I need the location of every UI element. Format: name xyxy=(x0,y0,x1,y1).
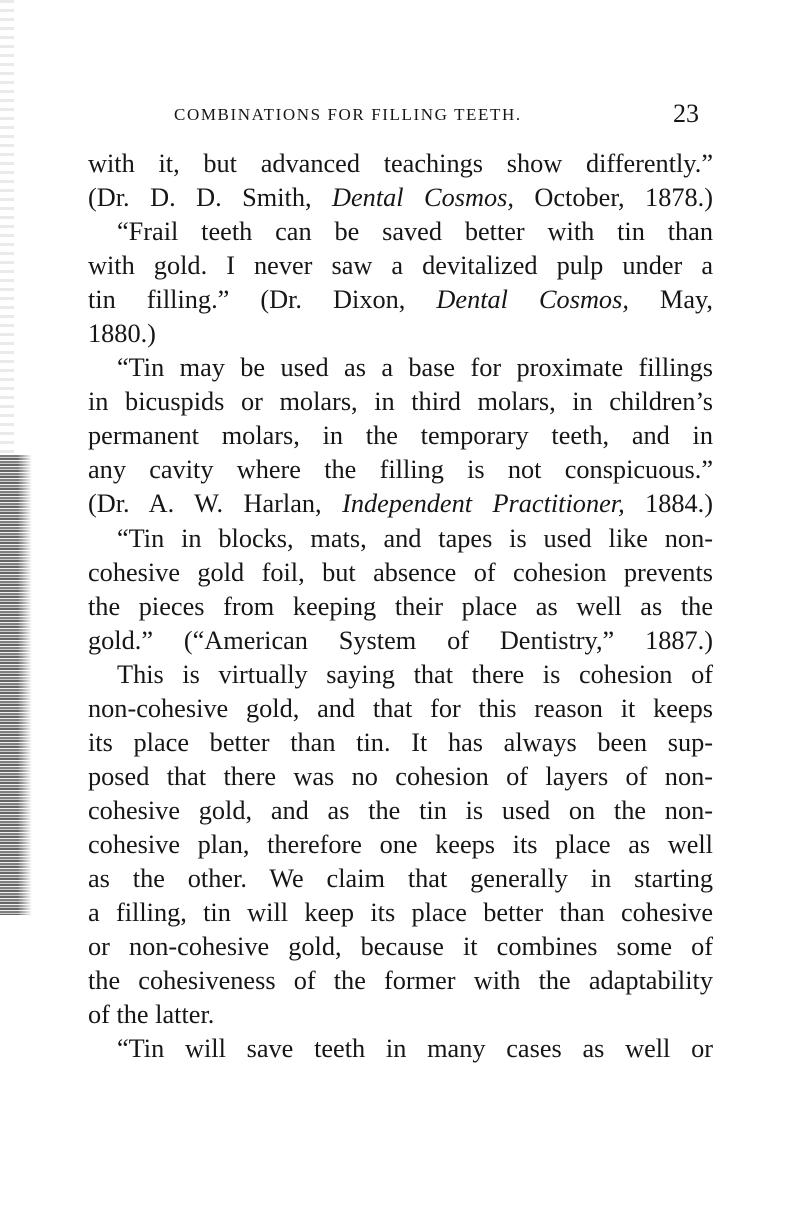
text-segment: “Tin in blocks, mats, and tapes is used like non- xyxy=(117,523,713,553)
text-segment: gold.” (“American System of Dentistry,” 1887.) xyxy=(88,625,713,655)
text-segment: “Frail teeth can be saved better with tin than xyxy=(117,217,713,247)
text-segment: 1884.) xyxy=(624,489,714,519)
text-line xyxy=(88,794,713,828)
text-segment: with it, but advanced teachings show differently.” xyxy=(88,149,713,178)
text-line xyxy=(88,147,713,181)
text-segment: cohesive gold, and as the tin is used on the non- xyxy=(88,795,713,825)
page-number: 23 xyxy=(673,99,699,128)
text-line xyxy=(88,726,713,760)
text-segment: in bicuspids or molars, in third molars, in children’s xyxy=(88,387,713,417)
text-segment: tin filling.” (Dr. Dixon, xyxy=(88,285,437,315)
text-line xyxy=(88,283,713,317)
page-body-text xyxy=(88,147,713,1066)
text-line xyxy=(88,624,713,658)
text-line xyxy=(88,351,713,385)
text-line xyxy=(88,862,713,896)
text-segment: of the latter. xyxy=(88,1000,215,1030)
text-line xyxy=(88,522,713,556)
text-segment: (Dr. D. D. Smith, xyxy=(88,183,333,213)
text-line xyxy=(88,896,713,930)
text-segment: This is virtually saying that there is cohesion of xyxy=(117,659,713,689)
text-segment: posed that there was no cohesion of layers of non- xyxy=(88,761,713,791)
text-line xyxy=(88,317,713,351)
text-line xyxy=(88,1032,713,1066)
text-line xyxy=(88,828,713,862)
italic-citation: Dental Cosmos, xyxy=(332,183,514,213)
text-segment: its place better than tin. It has always been sup- xyxy=(88,727,713,757)
text-line xyxy=(88,487,713,521)
text-segment: May, xyxy=(628,285,713,315)
text-line xyxy=(88,658,713,692)
text-segment: permanent molars, in the temporary teeth, and in xyxy=(88,421,713,451)
scan-edge-artifact xyxy=(0,0,14,455)
text-segment: with gold. I never saw a devitalized pulp under a xyxy=(88,251,713,281)
text-segment: October, 1878.) xyxy=(513,183,713,213)
text-line xyxy=(88,760,713,794)
text-segment: cohesive plan, therefore one keeps its place as well xyxy=(88,829,713,859)
text-line xyxy=(88,556,713,590)
text-segment: (Dr. A. W. Harlan, xyxy=(88,489,343,519)
text-segment: the cohesiveness of the former with the adaptability xyxy=(88,966,713,996)
italic-citation: Dental Cosmos, xyxy=(436,285,629,315)
text-segment: a filling, tin will keep its place better than cohesive xyxy=(88,898,713,928)
text-segment: “Tin will save teeth in many cases as well or xyxy=(117,1034,713,1064)
text-segment: as the other. We claim that generally in starting xyxy=(88,863,713,893)
text-line xyxy=(88,419,713,453)
text-line xyxy=(88,453,713,487)
text-line xyxy=(88,385,713,419)
running-title: COMBINATIONS FOR FILLING TEETH. xyxy=(174,105,522,124)
italic-citation: Independent Practitioner, xyxy=(342,489,625,519)
text-segment: 1880.) xyxy=(88,319,156,349)
text-line xyxy=(88,964,713,998)
text-line xyxy=(88,930,713,964)
text-line xyxy=(88,181,713,215)
text-segment: the pieces from keeping their place as well as the xyxy=(88,591,713,621)
scan-binding-shadow xyxy=(0,455,32,915)
text-segment: or non-cohesive gold, because it combines some of xyxy=(88,932,713,962)
text-segment: cohesive gold foil, but absence of cohesion prevents xyxy=(88,557,713,587)
text-line xyxy=(88,998,713,1032)
text-line xyxy=(88,692,713,726)
text-segment: non-cohesive gold, and that for this reason it keeps xyxy=(88,693,713,723)
page-header xyxy=(88,101,713,131)
text-line xyxy=(88,215,713,249)
text-segment: “Tin may be used as a base for proximate fillings xyxy=(117,353,713,383)
text-segment: any cavity where the filling is not conspicuous.” xyxy=(88,455,713,485)
text-line xyxy=(88,590,713,624)
text-line xyxy=(88,249,713,283)
